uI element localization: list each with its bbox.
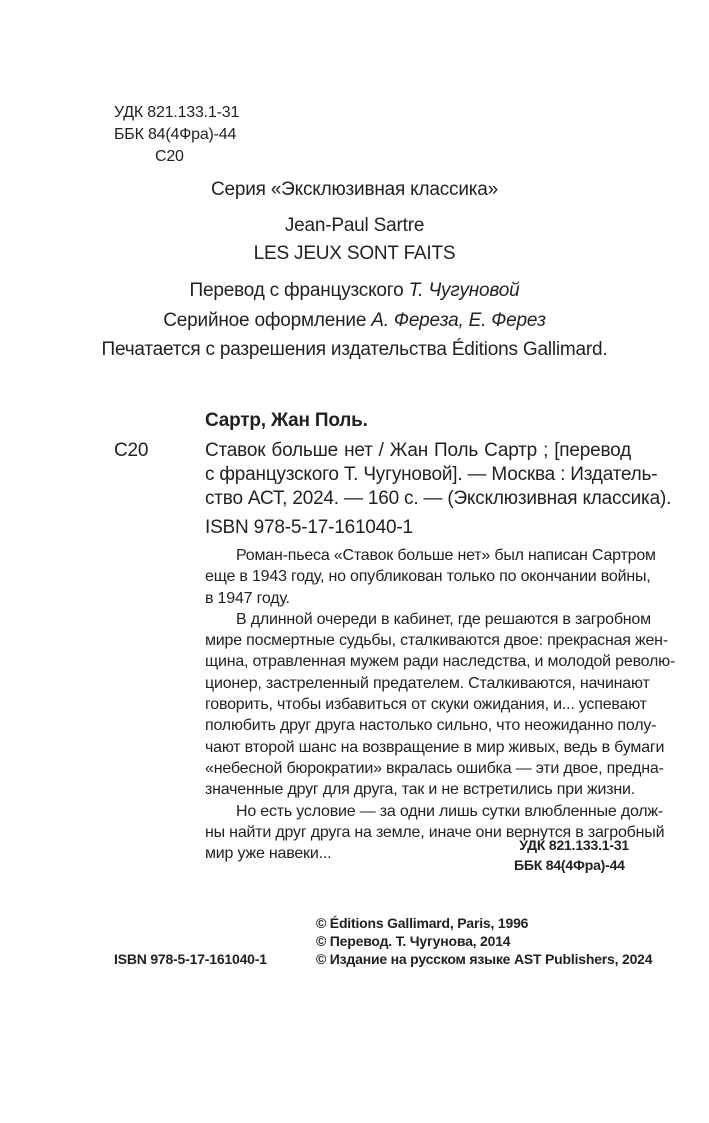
annotation-line: ционер, застреленный предателем. Сталкиваются, начинают <box>205 674 650 692</box>
annotation-line: еще в 1943 году, но опубликован только по окончании войны, <box>205 568 651 586</box>
catalog-heading: Сартр, Жан Поль. <box>205 410 368 431</box>
udk-code: УДК 821.133.1-31 <box>114 104 240 121</box>
annotation-line: В длинной очереди в кабинет, где решаются в загробном <box>236 610 651 628</box>
catalog-description <box>205 439 672 511</box>
design-line <box>0 309 709 333</box>
annotation-line: ны найти друг друга на земле, иначе они вернутся в загробный <box>205 823 665 841</box>
annotation-line: мире посмертные судьбы, сталкиваются двое: прекрасная жен- <box>205 632 668 650</box>
series-line: Серия «Эксклюзивная классика» <box>210 179 499 200</box>
translation-prefix: Перевод с французского <box>189 280 409 301</box>
catalog-mark: С20 <box>114 440 149 461</box>
copyright-line: © Издание на русском языке AST Publishers, 2024 <box>316 951 653 967</box>
catalog-line: ство АСТ, 2024. — 160 с. — (Эксклюзивная классика). <box>205 488 672 509</box>
annotation-line: Но есть условие — за одни лишь сутки влюбленные долж- <box>236 802 664 820</box>
annotation-line: в 1947 году. <box>205 589 290 607</box>
annotation-line: говорить, чтобы избавиться от скуки ожидания, и... успевают <box>205 696 647 714</box>
annotation-line: полюбить друг друга настолько сильно, что неожиданно полу- <box>205 717 657 735</box>
copyright-line: © Éditions Gallimard, Paris, 1996 <box>316 915 529 931</box>
author-mark: С20 <box>155 148 184 165</box>
annotation-line: Роман-пьеса «Ставок больше нет» был написан Сартром <box>236 547 656 564</box>
translation-line <box>0 279 709 303</box>
copyright-line: © Перевод. Т. Чугунова, 2014 <box>316 933 511 949</box>
original-title: LES JEUX SONT FAITS <box>253 243 456 264</box>
translator-name: Т. Чугуновой <box>408 280 520 301</box>
bbk-code: ББК 84(4Фра)-44 <box>114 126 237 143</box>
permission-line: Печатается с разрешения издательства Éditions Gallimard. <box>101 339 608 360</box>
catalog-line: Ставок больше нет / Жан Поль Сартр ; [перевод <box>205 440 631 461</box>
annotation-line: щина, отравленная мужем ради наследства, и молодой револю- <box>205 653 676 671</box>
catalog-isbn: ISBN 978-5-17-161040-1 <box>205 517 413 538</box>
annotation <box>205 545 676 864</box>
annotation-line: мир уже навеки... <box>205 845 332 863</box>
design-prefix: Серийное оформление <box>163 310 372 331</box>
designer-names: А. Фереза, Е. Ферез <box>371 310 546 331</box>
catalog-line: с французского Т. Чугуновой]. — Москва : Издатель- <box>205 464 658 485</box>
annotation-line: чают второй шанс на возвращение в мир живых, ведь в бумаги <box>205 738 665 756</box>
isbn-bold: ISBN 978-5-17-161040-1 <box>114 951 267 967</box>
bbk-code-bold: ББК 84(4Фра)-44 <box>514 857 625 873</box>
udk-code-bold: УДК 821.133.1-31 <box>519 837 629 853</box>
annotation-line: «небесной бюрократии» вкралась ошибка — эти двое, предна- <box>205 759 664 777</box>
original-author: Jean-Paul Sartre <box>284 215 425 236</box>
annotation-line: значенные друг для друга, так и не встретились при жизни. <box>205 781 635 799</box>
